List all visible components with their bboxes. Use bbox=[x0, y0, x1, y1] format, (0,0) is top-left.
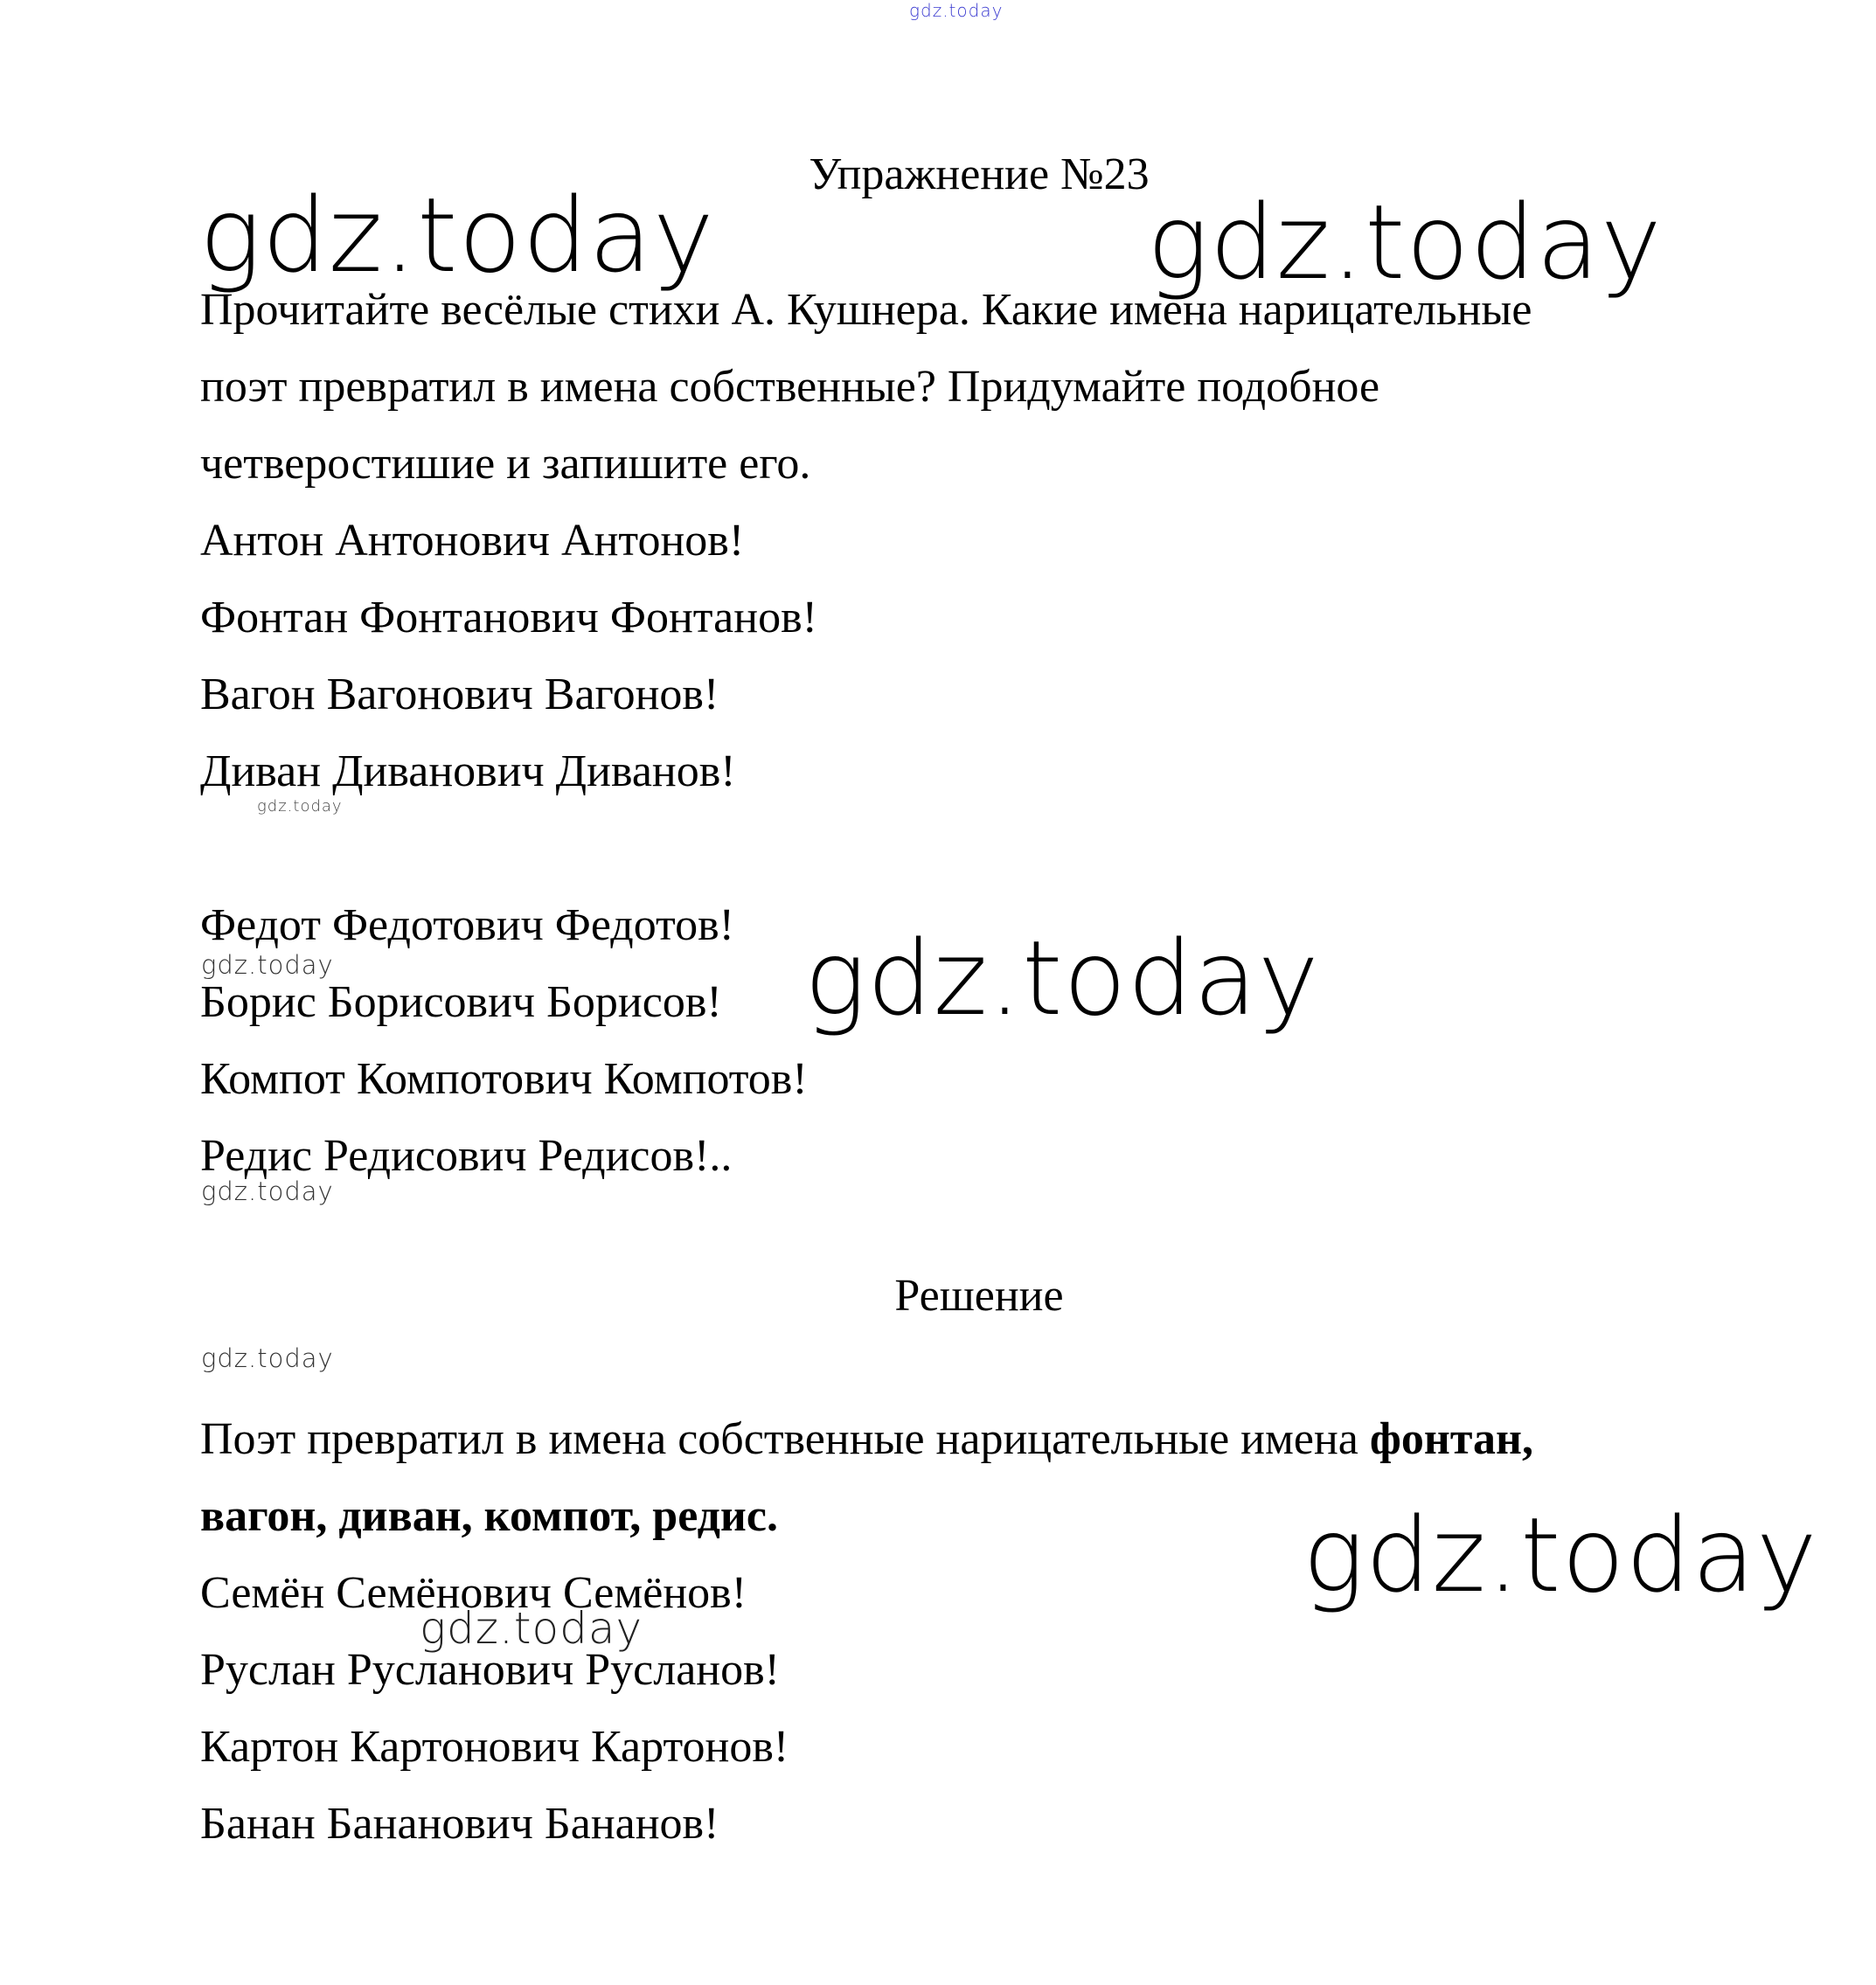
poem-line-8: Редис Редисович Редисов!.. bbox=[200, 1131, 733, 1181]
poem-line-7: Компот Компотович Компотов! bbox=[200, 1054, 808, 1104]
poem-line-4: Диван Диванович Диванов! bbox=[200, 746, 736, 796]
task-line-1: Прочитайте весёлые стихи А. Кушнера. Какие имена нарицательные bbox=[200, 285, 1532, 335]
exercise-title: Упражнение №23 bbox=[809, 149, 1150, 199]
solution-title: Решение bbox=[894, 1271, 1064, 1321]
poem-line-6: Борис Борисович Борисов! bbox=[200, 977, 722, 1027]
answer-bold-1: фонтан, bbox=[1369, 1414, 1533, 1464]
poem-line-2: Фонтан Фонтанович Фонтанов! bbox=[200, 593, 817, 642]
own-poem-line-2: Руслан Русланович Русланов! bbox=[200, 1645, 780, 1695]
own-poem-line-1: Семён Семёнович Семёнов! bbox=[200, 1568, 747, 1618]
watermark-large-3: gdz.today bbox=[804, 918, 1320, 1038]
watermark-large-2: gdz.today bbox=[1147, 182, 1663, 302]
answer-bold-2: вагон, диван, компот, редис. bbox=[200, 1491, 778, 1541]
answer-line-1 bbox=[200, 1413, 1533, 1466]
task-line-2: поэт превратил в имена собственные? Придумайте подобное bbox=[200, 362, 1380, 412]
watermark-medium: gdz.today bbox=[420, 1603, 643, 1654]
poem-line-3: Вагон Вагонович Вагонов! bbox=[200, 670, 719, 719]
answer-line-2 bbox=[200, 1490, 778, 1543]
watermark-small-3: gdz.today bbox=[201, 1343, 334, 1373]
poem-line-1: Антон Антонович Антонов! bbox=[200, 516, 745, 566]
watermark-large-4: gdz.today bbox=[1303, 1495, 1818, 1615]
answer-text: Поэт превратил в имена собственные нарицательные имена bbox=[200, 1414, 1370, 1464]
own-poem-line-3: Картон Картонович Картонов! bbox=[200, 1722, 789, 1772]
task-line-3: четверостишие и запишите его. bbox=[200, 439, 811, 489]
own-poem-line-4: Банан Бананович Бананов! bbox=[200, 1799, 719, 1849]
watermark-large-1: gdz.today bbox=[199, 175, 715, 295]
poem-line-5: Федот Федотович Федотов! bbox=[200, 900, 734, 950]
watermark-tiny: gdz.today bbox=[257, 797, 343, 816]
watermark-small-2: gdz.today bbox=[201, 1176, 334, 1206]
watermark-top: gdz.today bbox=[909, 0, 1004, 21]
watermark-small-1: gdz.today bbox=[201, 950, 334, 980]
